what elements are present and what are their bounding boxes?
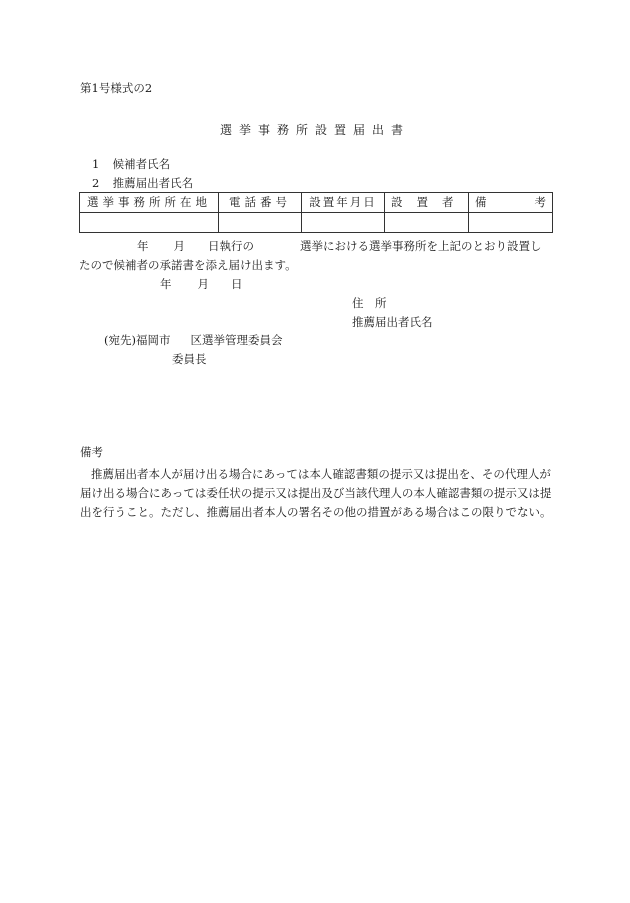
statement-line-1 xyxy=(79,240,542,254)
addressee-prefix: (宛先)福岡市 xyxy=(104,333,171,347)
header-setter: 設置者 xyxy=(385,193,469,213)
header-setup-date: 設置年月日 xyxy=(302,193,385,213)
cell-phone-number[interactable] xyxy=(219,213,302,233)
item-label: 推薦届出者氏名 xyxy=(112,176,194,190)
notes-title: 備考 xyxy=(80,445,103,459)
notes-body: 推薦届出者本人が届け出る場合にあっては本人確認書類の提示又は提出を、その代理人が届け出る場合にあっては委任状の提示又は提出及び当該代理人の本人確認書類の提示又は提出を行うこと。ただし、推薦届出者本人の署名その他の措置がある場合はこの限りでない。 xyxy=(80,467,552,519)
candidate-name-item xyxy=(92,158,170,172)
date-year: 年 xyxy=(160,277,172,291)
cell-setup-date[interactable] xyxy=(302,213,385,233)
chairman-label: 委員長 xyxy=(172,352,207,366)
date-day: 日 xyxy=(231,277,243,291)
form-number: 第1号様式の2 xyxy=(80,81,153,95)
statement-day-exec: 日執行の xyxy=(208,239,254,253)
header-remarks xyxy=(469,193,553,213)
statement-year: 年 xyxy=(137,239,149,253)
date-month: 月 xyxy=(197,277,209,291)
item-number: 2 xyxy=(92,176,100,190)
nominator-name-item xyxy=(92,177,193,191)
statement-line-2: たので候補者の承諾書を添え届け出ます。 xyxy=(79,258,297,272)
statement-line1-rest: 選挙における選挙事務所を上記のとおり設置し xyxy=(300,239,542,253)
item-number: 1 xyxy=(92,157,100,171)
header-phone-number: 電話番号 xyxy=(219,193,302,213)
nominator-name-label: 推薦届出者氏名 xyxy=(352,315,433,329)
addressee-office: 区選挙管理委員会 xyxy=(190,333,283,347)
table-row xyxy=(80,213,553,233)
item-label: 候補者氏名 xyxy=(112,157,171,171)
cell-office-location[interactable] xyxy=(80,213,219,233)
header-office-location: 選挙事務所所在地 xyxy=(80,193,219,213)
address-label: 住 所 xyxy=(352,296,387,310)
document-title: 選挙事務所設置届出書 xyxy=(219,123,410,137)
remarks-char: 備 xyxy=(475,194,487,209)
statement-month: 月 xyxy=(173,239,185,253)
remarks-char: 考 xyxy=(534,194,546,209)
cell-setter[interactable] xyxy=(385,213,469,233)
addressee xyxy=(104,334,282,348)
office-info-table xyxy=(79,192,553,233)
cell-remarks[interactable] xyxy=(469,213,553,233)
submission-date-line xyxy=(160,278,243,292)
table-header-row xyxy=(80,193,553,213)
